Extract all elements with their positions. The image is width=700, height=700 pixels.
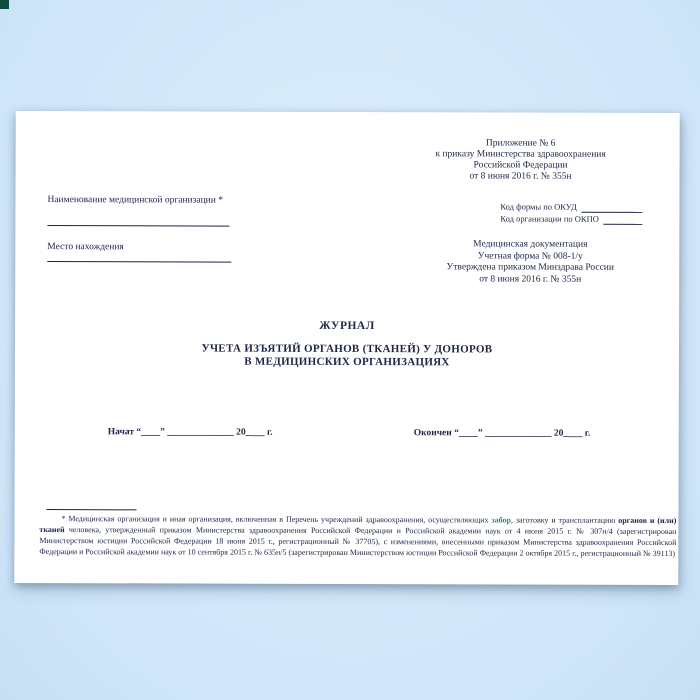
med-doc-line: Учетная форма № 008-1/у: [477, 250, 583, 262]
document-page: [14, 111, 679, 585]
appendix-reference-block: [390, 138, 652, 183]
appendix-line: Российской Федерации: [473, 160, 568, 171]
okpo-label: Код организации по ОКПО: [500, 213, 599, 224]
med-doc-block: [401, 239, 659, 286]
footnote-part: человека, утвержденный приказом Министерства здравоохранения Российской Федерации и Российской академии наук от 4 июня 2015 г. № 307н/4 (зарегистрирован Министерством юстиции Российской Федерации 18 июня 2015 г., регистрационный № 37705), с изменениями, внесенными приказом Министерства здравоохранения Российской Федерации и Российской академии наук от 10 сентября 2015 г. № 635н/5 (зарегистрирован Министерством юстиции Российской Федерации 2 октября 2015 г., регистрационный № 39113): [39, 525, 677, 559]
footnote-part: , заготовку и трансплантацию: [510, 515, 619, 525]
journal-subtitle-line: УЧЕТА ИЗЪЯТИЙ ОРГАНОВ (ТКАНЕЙ) У ДОНОРОВ: [201, 342, 493, 356]
date-finished-field: Окончен “____” ______________ 20____ г.: [413, 428, 591, 439]
journal-title: ЖУРНАЛ: [319, 319, 375, 333]
okpo-row: [500, 212, 642, 224]
date-started-field: Начат “____” ______________ 20____ г.: [107, 427, 273, 438]
appendix-line: к приказу Министерства здравоохранения: [435, 149, 606, 160]
footnote-highlight-bold: органов и (или) тканей: [39, 515, 677, 535]
med-doc-line: Медицинская документация: [473, 239, 588, 250]
journal-subtitle-line: В МЕДИЦИНСКИХ ОРГАНИЗАЦИЯХ: [244, 355, 450, 369]
org-location-blank-line: [47, 261, 231, 263]
org-location-label: Место нахождения: [47, 242, 124, 253]
org-name-blank-line: [47, 225, 229, 227]
journal-subtitle: [15, 342, 679, 370]
appendix-line: от 8 июня 2016 г. № 355н: [469, 171, 572, 182]
footnote-part: * Медицинская организация и иная организация, включенная в Перечень учреждений здравоохранения, осуществляющих: [61, 514, 492, 525]
footnote-highlight-green: забор: [491, 515, 512, 525]
appendix-line: Приложение № 6: [485, 138, 556, 149]
footnote-divider: [46, 509, 136, 510]
okud-row: [500, 200, 642, 212]
corner-artifact: [0, 0, 9, 9]
okud-label: Код формы по ОКУД: [500, 201, 577, 212]
org-name-label: Наименование медицинской организации *: [47, 195, 224, 206]
med-doc-line: Утверждена приказом Минздрава России: [446, 262, 614, 273]
codes-block: [500, 200, 642, 224]
med-doc-line: от 8 июня 2016 г. № 355н: [479, 273, 582, 285]
okud-blank-line: [582, 203, 643, 213]
footnote-text: [39, 513, 676, 559]
okpo-blank-line: [604, 215, 643, 225]
